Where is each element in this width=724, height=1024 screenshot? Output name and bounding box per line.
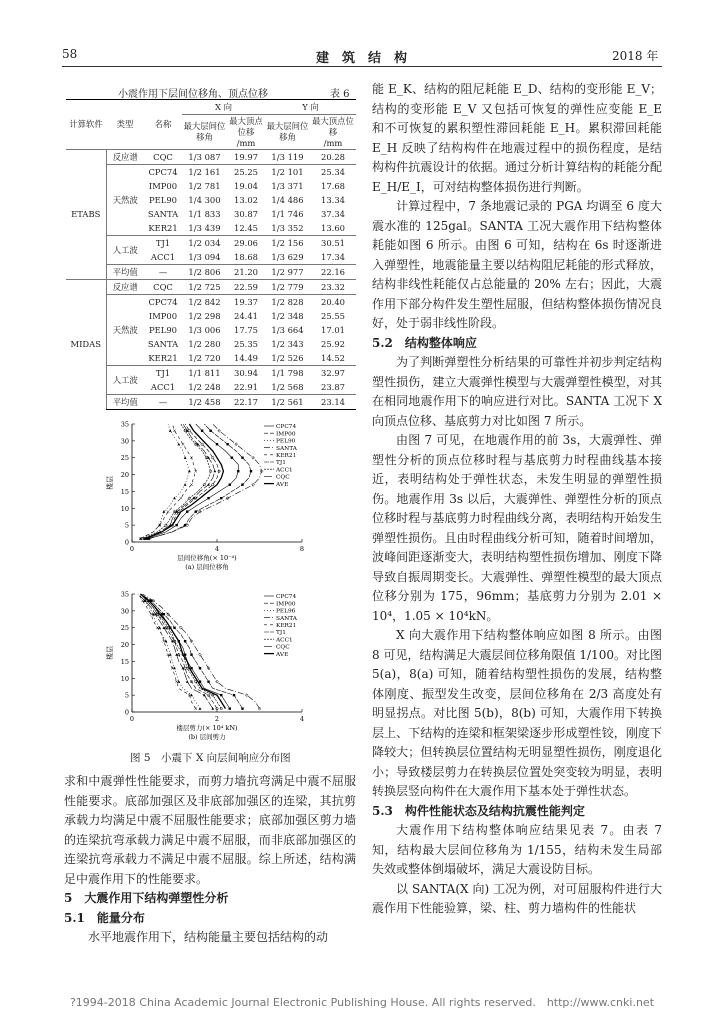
shear-point [173,627,175,629]
table-6 [66,99,356,410]
shear-point [194,707,197,710]
shear-point [175,680,178,683]
figure-caption: 图 5 小震下 X 向层间响应分布图 [130,752,291,764]
table-caption: 小震作用下层间位移角、顶点位移 [118,89,268,100]
drift-point [226,443,228,445]
drift-point [184,483,187,486]
drift-point [229,483,231,485]
section-heading: 5 大震作用下结构弹塑性分析 [64,891,229,905]
shear-point [163,613,165,615]
drift-point [241,457,243,459]
drift-point [195,510,197,512]
drift-point [201,430,203,432]
shear-series-cpc74 [141,594,230,709]
chart-shear [100,588,310,753]
table-row: ACC1 1/2 248 22.91 1/2 568 23.87 [150,381,345,392]
drift-series-tj1 [149,424,251,539]
drift-point [201,443,203,445]
shear-point [233,694,235,696]
drift-point [241,483,243,485]
th-y: Y 向 [265,100,356,115]
table-row: SANTA 1/2 280 25.35 1/2 343 25.92 [147,338,345,349]
shear-point [199,667,201,669]
table-row: PEL90 1/3 006 17.75 1/3 664 17.01 [149,324,345,335]
shear-y-tick-label: 25 [120,624,129,633]
th-y-drift: 最大层间位移角 [266,121,309,142]
shear-legend-label: KER21 [276,623,297,629]
table-row: IMP00 1/2 781 19.04 1/3 371 17.68 [148,180,345,191]
table-row: 平均值 — 1/2 806 21.20 1/2 977 22.16 [66,265,356,280]
shear-legend-label: TJ1 [276,630,286,637]
shear-legend-label: ACC1 [276,637,293,644]
shear-legend-label: SANTA [276,615,297,622]
paragraph: 大震作用下结构整体响应结果见表 7。由表 7 知，结构最大层间位移角为 1/155，结构未发生局部失效或整体倒塌破坏，满足大震设防目标。 [372,823,662,876]
table-row: ETABS 反应谱 CQC 1/3 087 19.97 1/3 119 20.28 [66,150,356,165]
drift-y-label: 楼层 [106,476,114,490]
table-row: MIDAS 反应谱 CQC 1/2 725 22.59 1/2 779 23.32 [66,280,356,295]
table-row: 天然波 CPC74 1/2 842 19.37 1/2 828 20.40 [66,295,356,310]
table-row: 人工波 TJ1 1/2 034 29.06 1/2 156 30.51 [66,236,356,251]
page-number: 58 [62,47,78,61]
drift-point [173,497,176,500]
drift-x-tick-label: 8 [299,545,305,553]
drift-point [237,470,239,472]
drift-point [250,470,252,472]
drift-point [212,483,214,485]
drift-title: (a) 层间位移角 [185,563,229,571]
drift-point [167,510,170,513]
table-row: 人工波 TJ1 1/1 811 30.94 1/1 798 32.97 [66,366,356,381]
th-x-drift: 最大层间位移角 [183,121,226,142]
shear-legend-label: IMP00 [276,601,296,608]
paragraph: 计算过程中，7 条地震记录的 PGA 均调至 6 度大震水准的 125gal。SANTA 工况大震作用下结构整体耗能如图 6 所示。由图 6 可知，结构在 6s 时逐渐进入弹塑性，地震能量主要以结构阻尼耗能的形式释放，结构非线性耗能仅占总能量的 20% 左右；因此，大震作用下部分构件发生塑性屈服，但结构整体损伤情况良好，处于弱非线性阶段。 [372,199,662,330]
shear-point [216,680,219,683]
shear-x-tick-label: 4 [299,715,305,723]
drift-point [175,524,177,526]
drift-point [207,497,209,499]
shear-point [184,640,186,642]
th-name: 名称 [144,100,182,150]
left-column [64,772,356,948]
header-rule [62,66,662,67]
shear-y-tick-label: 30 [120,607,129,616]
drift-legend-label: IMP00 [276,431,296,438]
shear-y-tick-label: 0 [124,708,129,717]
drift-point [190,483,193,486]
drift-point [212,457,214,459]
shear-point [156,626,159,629]
drift-y-tick-label: 5 [124,521,129,530]
drift-y-tick-label: 30 [120,437,129,446]
shear-point [163,640,166,643]
drift-x-tick-label: 4 [214,545,220,553]
shear-legend-label: CPC74 [276,594,297,601]
drift-legend-label: KER21 [276,453,297,459]
drift-point [209,430,211,432]
drift-point [184,456,187,459]
drift-point [231,457,233,459]
shear-point [186,680,189,683]
table-row: IMP00 1/2 298 24.41 1/2 348 25.55 [148,310,345,321]
drift-y-tick-label: 25 [120,454,129,463]
subsection-heading: 5.1 能量分布 [64,910,145,925]
shear-point [229,707,231,709]
drift-y-tick-label: 0 [124,538,129,547]
shear-y-tick-label: 20 [120,641,129,650]
drift-y-tick-label: 20 [120,471,129,480]
shear-point [241,707,243,709]
th-software: 计算软件 [66,100,106,150]
shear-y-label: 楼层 [106,646,114,660]
table-row: KER21 1/3 439 12.45 1/3 352 13.60 [148,222,345,233]
drift-point [184,524,186,526]
table-row: ACC1 1/3 094 18.68 1/3 629 17.34 [150,251,345,262]
paragraph: 为了判断弹塑性分析结果的可靠性并初步判定结构塑性损伤，建立大震弹性模型与大震弹塑性模型，对其在相同地震作用下的响应进行对比。SANTA 工况下 X 向顶点位移、基底剪力对比如图 7 所示。 [372,355,662,428]
shear-legend-label: AVE [276,651,289,658]
table-row: PEL90 1/4 300 13.02 1/4 486 13.34 [149,194,345,205]
shear-point [203,694,206,697]
drift-point [216,443,218,445]
table-number: 表 6 [330,89,350,100]
drift-point [188,430,190,432]
shear-y-tick-label: 35 [120,590,129,599]
drift-point [213,470,216,473]
drift-point [186,510,188,512]
journal-title: 建 筑 结 构 [316,51,408,66]
shear-point [199,707,202,710]
paragraph: 能 E_K、结构的阻尼耗能 E_D、结构的变形能 E_V；结构的变形能 E_V 又包括可恢复的弹性应变能 E_E 和不可恢复的累积塑性滞回耗能 E_H。累积滞回耗能 E_H 反映了结构构件在地震过程中的损伤程度，是结构构件抗震设计的依据。通过分析计算结构的耗能分配 E_H/E_I，可对结构整体损伤进行判断。 [372,82,662,194]
paragraph: X 向大震作用下结构整体响应如图 8 所示。由图 8 可见，结构满足大震层间位移角限值 1/100。对比图 5(a)，8(a) 可知，随着结构塑性损伤的发展，结构整体刚度、振型发生改变，层间位移角在 2/3 高度处有明显拐点。对比图 5(b)，8(b) 可知，大震作用下转换层上、下结构的连梁和框架梁逐步形成塑性铰，刚度下降较大；但转换层位置结构无明显塑性损伤，刚度退化小；导致楼层剪力在转换层位置处突变较为明显，表明转换层竖向构件在大震作用下基本处于弹性状态。 [372,628,662,798]
shear-point [188,694,191,697]
drift-series-ave [145,424,224,539]
shear-point [245,694,248,697]
table-row: KER21 1/2 720 14.49 1/2 526 14.52 [148,352,345,363]
shear-x-tick-label: 0 [129,715,135,723]
shear-x-tick-label: 2 [214,715,220,723]
shear-legend-label: PEL96 [276,608,296,615]
shear-point [150,613,153,616]
drift-legend-label: TJ1 [276,460,286,467]
shear-title: (b) 层间剪力 [188,733,226,741]
shear-legend-label: CQC [276,644,290,651]
shear-y-tick-label: 10 [120,674,129,683]
chart-drift [100,418,310,583]
th-x: X 向 [182,100,265,115]
table-row: SANTA 1/1 833 30.87 1/1 746 37.34 [147,208,345,219]
drift-point [182,443,185,446]
year: 2018 年 [612,49,659,63]
drift-series-pel90 [141,424,190,539]
shear-y-tick-label: 15 [120,657,129,666]
shear-y-tick-label: 5 [124,691,129,700]
right-column [372,80,662,919]
paragraph: 求和中震弹性性能要求，而剪力墙抗弯满足中震不屈服性能要求。底部加强区及非底部加强区的连梁，其抗剪承载力均满足中震不屈服性能要求；底部加强区剪力墙的连梁抗弯承载力满足中震不屈服，而非底部加强区的连梁抗弯承载力不满足中震不屈服。综上所述，结构满足中震作用下的性能要求。 [64,774,356,886]
drift-x-label: 层间位移角(× 10⁻⁴) [177,554,237,562]
shear-point [220,694,222,696]
drift-point [173,429,176,432]
drift-legend-label: ACC1 [276,467,293,474]
subsection-heading: 5.2 结构整体响应 [372,335,477,350]
subsection-heading: 5.3 构件性能状态及结构抗震性能判定 [372,803,585,818]
drift-legend-label: PEL90 [276,438,296,445]
table-row: 平均值 — 1/2 458 22.17 1/2 561 23.14 [66,395,356,410]
drift-point [203,483,205,485]
drift-x-tick-label: 0 [129,545,135,553]
drift-point [220,497,222,499]
drift-y-tick-label: 35 [120,420,129,429]
th-x-disp: 最大顶点位移 /mm [229,115,263,148]
shear-point [207,680,209,682]
drift-point [188,470,191,473]
shear-x-label: 楼层剪力(× 10⁴ kN) [176,724,238,732]
drift-legend-label: CPC74 [276,424,297,431]
drift-point [180,497,183,500]
drift-y-tick-label: 10 [120,504,129,513]
drift-point [252,483,255,486]
th-type: 类型 [106,100,144,150]
paragraph: 由图 7 可见，在地震作用的前 3s，大震弹性、弹塑性分析的顶点位移时程与基底剪力时程曲线基本接近，表明结构处于弹性状态，未发生明显的弹塑性损伤。地震作用 3s 以后，大震弹性、弹塑性分析的顶点位移时程与基底剪力时程曲线分离，表明结构开始发生弹塑性损伤。且由时程曲线分析可知，随着时间增加，波峰间距逐渐变大，表明结构塑性损伤增加、刚度下降导致自振周期变长。大震弹性、弹塑性模型的最大顶点位移分别为 175，96mm；基底剪力分别为 2.01 × 10⁴，1.05 × 10⁴kN。 [372,433,662,623]
drift-legend-label: AVE [276,481,289,488]
drift-y-tick-label: 15 [120,487,129,496]
copyright-footer: ?1994-2018 China Academic Journal Electronic Publishing House. All rights reserved. http://www.cnki.net [69,996,655,1009]
drift-legend-label: SANTA [276,445,297,452]
drift-legend-label: CQC [276,474,290,481]
drift-point [169,429,172,432]
table-row: 天然波 CPC74 1/2 161 25.25 1/2 101 25.34 [66,165,356,180]
th-y-disp: 最大顶点位移 /mm [312,115,354,148]
paragraph: 以 SANTA(X 向) 工况为例，对可屈服构件进行大震作用下性能验算，梁、柱、剪力墙构件的性能状 [372,881,662,915]
shear-point [190,653,192,655]
paragraph: 水平地震作用下，结构能量主要包括结构的动 [88,930,329,944]
drift-series-santa [149,424,262,539]
drift-series-acc1 [143,424,211,539]
drift-series-imp00 [145,424,219,539]
